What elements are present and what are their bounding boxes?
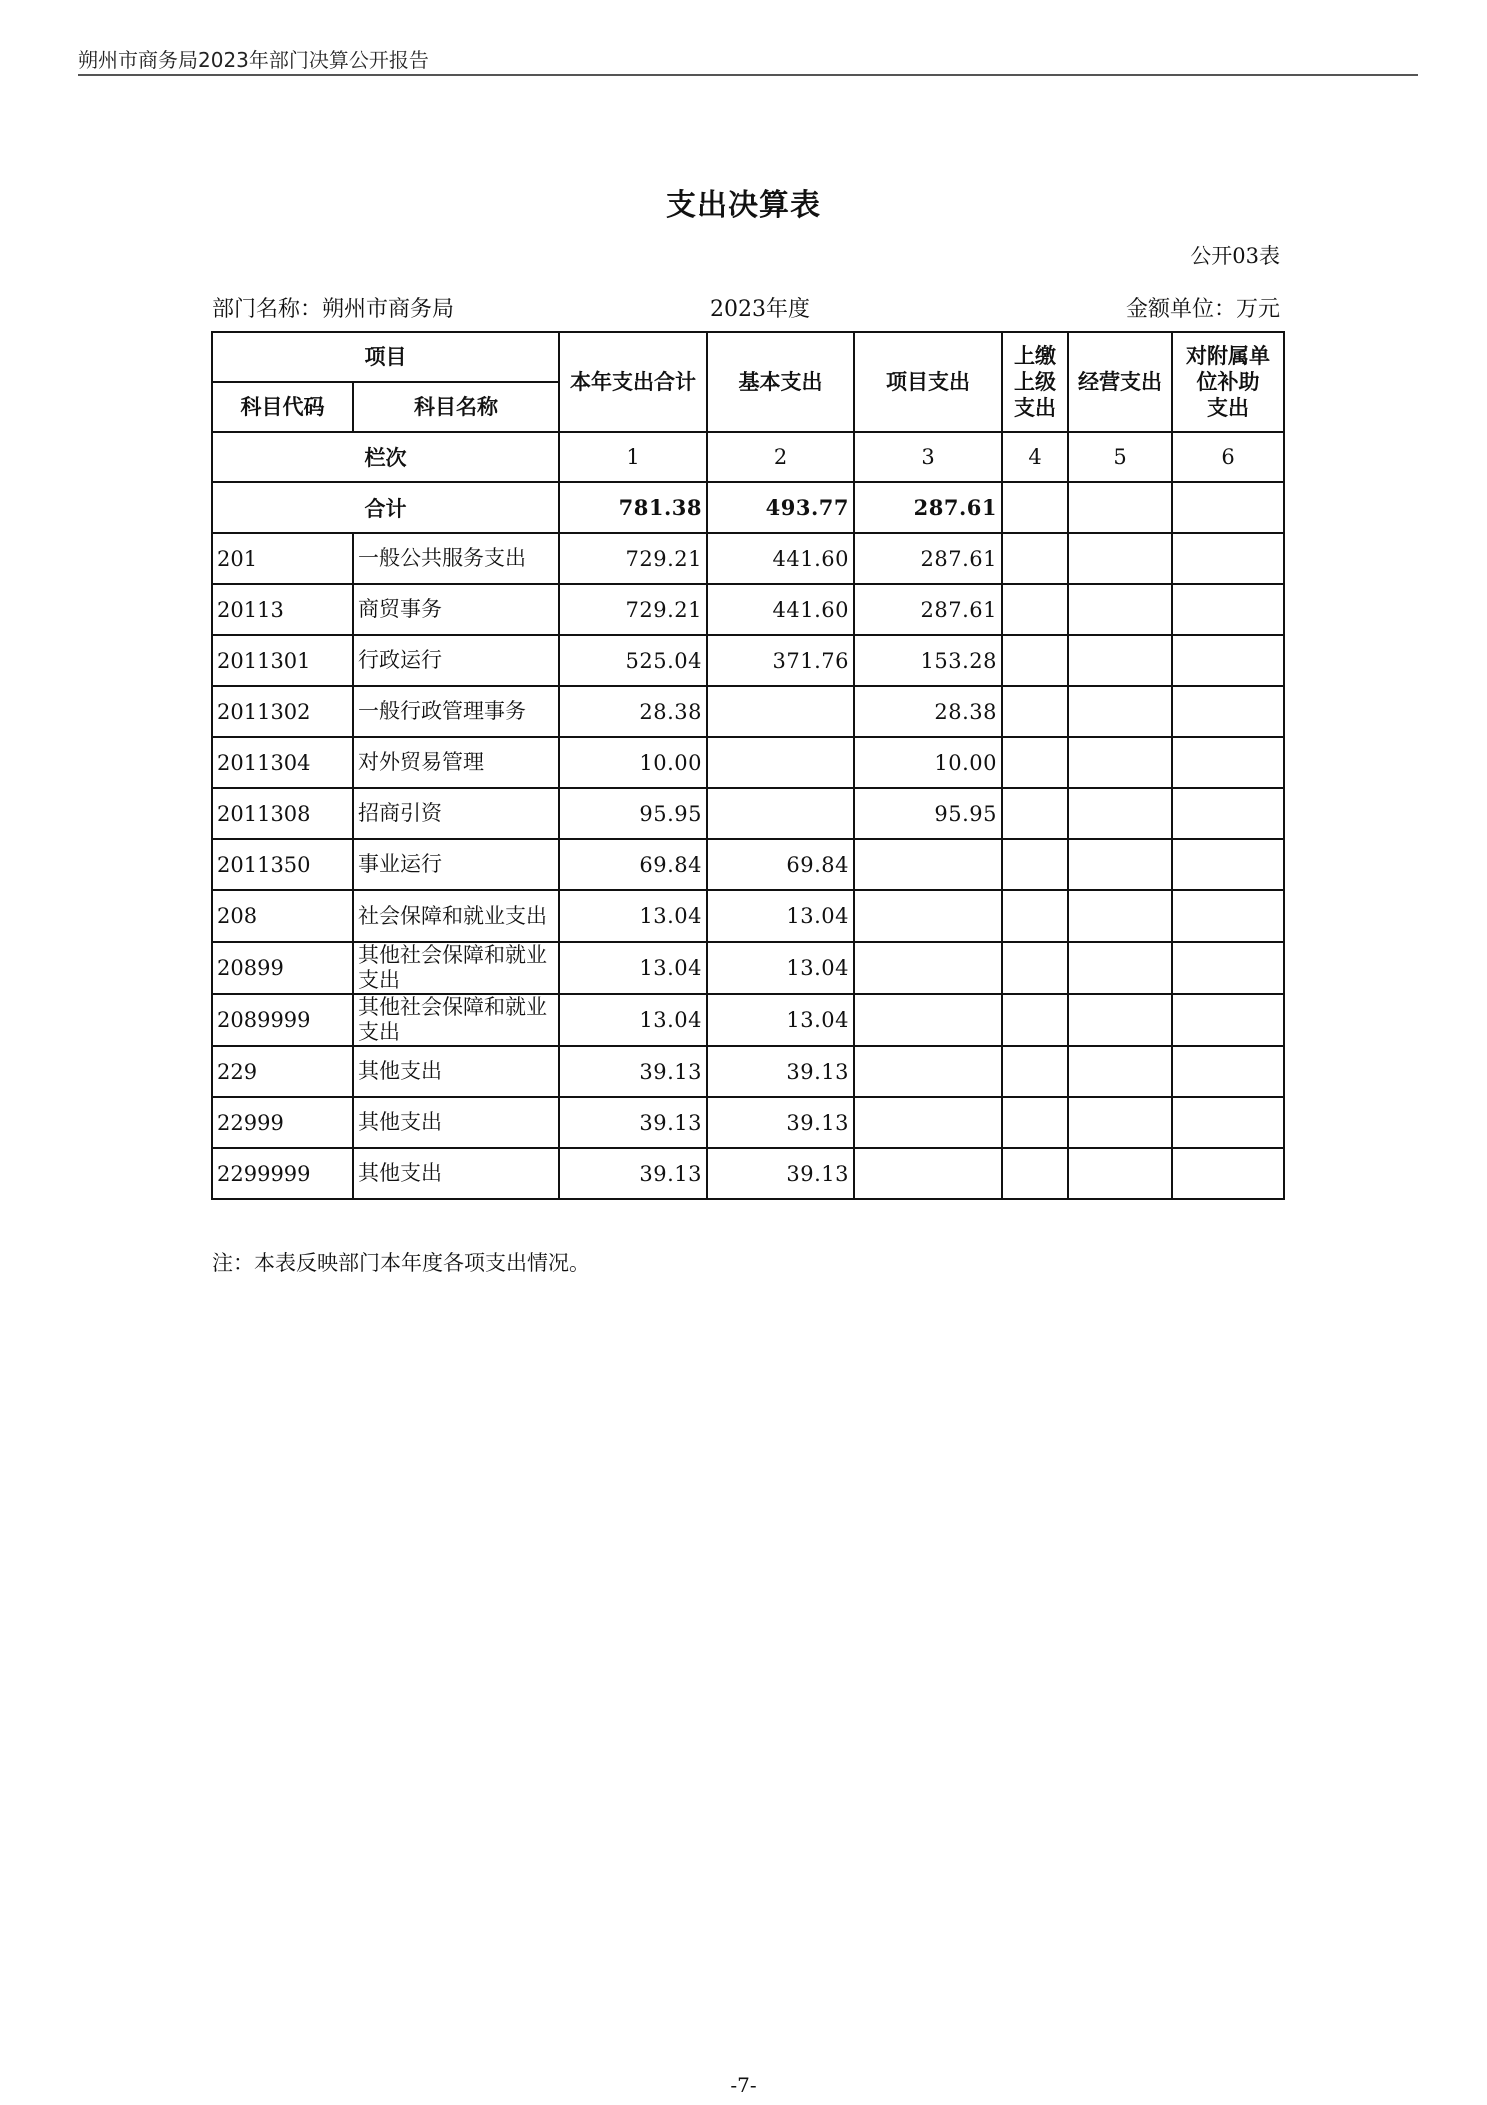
- amount-cell: [1172, 1148, 1284, 1199]
- subject-code-cell: 229: [212, 1046, 353, 1097]
- amount-cell: [1172, 737, 1284, 788]
- amount-cell: [707, 788, 854, 839]
- amount-cell: 39.13: [707, 1046, 854, 1097]
- amount-cell: 95.95: [559, 788, 707, 839]
- amount-cell: 525.04: [559, 635, 707, 686]
- subject-name-cell: 事业运行: [353, 839, 559, 890]
- subject-name-cell: 其他支出: [353, 1097, 559, 1148]
- subject-name-cell: 其他社会保障和就业支出: [353, 942, 559, 994]
- table-row: [212, 994, 1284, 1046]
- amount-cell: [1002, 686, 1068, 737]
- amount-cell: [1068, 994, 1172, 1046]
- header-basic: 基本支出: [707, 332, 854, 432]
- running-header: 朔州市商务局2023年部门决算公开报告: [78, 48, 429, 72]
- amount-cell: 95.95: [854, 788, 1002, 839]
- table-row: [212, 1046, 1284, 1097]
- fiscal-year: 2023年度: [710, 297, 810, 322]
- header-divider: [78, 74, 1418, 76]
- amount-cell: [1068, 1148, 1172, 1199]
- amount-cell: [854, 1046, 1002, 1097]
- subject-name-cell: 其他支出: [353, 1148, 559, 1199]
- amount-cell: [1172, 584, 1284, 635]
- index-cell: 5: [1068, 432, 1172, 482]
- amount-cell: 13.04: [707, 942, 854, 994]
- amount-cell: 10.00: [559, 737, 707, 788]
- amount-cell: 39.13: [559, 1097, 707, 1148]
- subject-code-cell: 201: [212, 533, 353, 584]
- subject-code-cell: 2011302: [212, 686, 353, 737]
- amount-cell: 441.60: [707, 533, 854, 584]
- amount-cell: [1172, 686, 1284, 737]
- amount-unit: 金额单位：万元: [1125, 297, 1280, 322]
- amount-cell: 69.84: [707, 839, 854, 890]
- amount-cell: 39.13: [559, 1148, 707, 1199]
- amount-cell: [1172, 1097, 1284, 1148]
- amount-cell: [1002, 839, 1068, 890]
- amount-cell: 729.21: [559, 533, 707, 584]
- total-cell: [1002, 482, 1068, 533]
- subject-name-cell: 行政运行: [353, 635, 559, 686]
- table-row: [212, 890, 1284, 942]
- index-cell: 1: [559, 432, 707, 482]
- amount-cell: 10.00: [854, 737, 1002, 788]
- amount-cell: 13.04: [559, 890, 707, 942]
- subject-code-cell: 2011304: [212, 737, 353, 788]
- total-cell: 493.77: [707, 482, 854, 533]
- table-row: [212, 1148, 1284, 1199]
- amount-cell: [1172, 1046, 1284, 1097]
- amount-cell: [1068, 737, 1172, 788]
- amount-cell: [1172, 890, 1284, 942]
- amount-cell: [1002, 584, 1068, 635]
- subject-name-cell: 招商引资: [353, 788, 559, 839]
- subject-name-cell: 其他社会保障和就业支出: [353, 994, 559, 1046]
- amount-cell: 153.28: [854, 635, 1002, 686]
- amount-cell: [707, 686, 854, 737]
- amount-cell: [854, 890, 1002, 942]
- amount-cell: [1002, 1097, 1068, 1148]
- amount-cell: [1002, 635, 1068, 686]
- amount-cell: [1068, 1097, 1172, 1148]
- header-total: 本年支出合计: [559, 332, 707, 432]
- amount-cell: [854, 1097, 1002, 1148]
- subject-code-cell: 20899: [212, 942, 353, 994]
- index-cell: 2: [707, 432, 854, 482]
- amount-cell: [1068, 890, 1172, 942]
- amount-cell: [854, 942, 1002, 994]
- amount-cell: 39.13: [559, 1046, 707, 1097]
- amount-cell: 441.60: [707, 584, 854, 635]
- subject-code-cell: 22999: [212, 1097, 353, 1148]
- subject-name-cell: 一般行政管理事务: [353, 686, 559, 737]
- expense-table: [211, 331, 1285, 1200]
- table-row: [212, 942, 1284, 994]
- amount-cell: 287.61: [854, 533, 1002, 584]
- amount-cell: [1068, 788, 1172, 839]
- amount-cell: 69.84: [559, 839, 707, 890]
- total-row: [212, 482, 1284, 533]
- subject-code-cell: 2011308: [212, 788, 353, 839]
- amount-cell: 13.04: [707, 994, 854, 1046]
- header-upper: 上缴 上级 支出: [1002, 332, 1068, 432]
- subject-code-cell: 2011350: [212, 839, 353, 890]
- amount-cell: 28.38: [854, 686, 1002, 737]
- amount-cell: [1172, 994, 1284, 1046]
- amount-cell: [1172, 942, 1284, 994]
- amount-cell: [1068, 635, 1172, 686]
- index-cell: 4: [1002, 432, 1068, 482]
- subject-name-cell: 一般公共服务支出: [353, 533, 559, 584]
- total-cell: 287.61: [854, 482, 1002, 533]
- amount-cell: [1002, 737, 1068, 788]
- total-cell: [1068, 482, 1172, 533]
- amount-cell: [854, 1148, 1002, 1199]
- amount-cell: [1068, 533, 1172, 584]
- index-label: 栏次: [212, 432, 559, 482]
- amount-cell: [1068, 942, 1172, 994]
- table-row: [212, 839, 1284, 890]
- amount-cell: [1068, 839, 1172, 890]
- amount-cell: 287.61: [854, 584, 1002, 635]
- index-row: [212, 432, 1284, 482]
- subject-name-cell: 商贸事务: [353, 584, 559, 635]
- subject-code-cell: 2011301: [212, 635, 353, 686]
- amount-cell: [1172, 635, 1284, 686]
- amount-cell: 39.13: [707, 1148, 854, 1199]
- subject-code-cell: 2299999: [212, 1148, 353, 1199]
- table-note: 注：本表反映部门本年度各项支出情况。: [212, 1251, 590, 1275]
- amount-cell: 729.21: [559, 584, 707, 635]
- total-label: 合计: [212, 482, 559, 533]
- total-cell: [1172, 482, 1284, 533]
- subject-code-cell: 20113: [212, 584, 353, 635]
- amount-cell: [707, 737, 854, 788]
- table-body: [212, 432, 1284, 1199]
- table-row: [212, 788, 1284, 839]
- amount-cell: 28.38: [559, 686, 707, 737]
- amount-cell: [1002, 942, 1068, 994]
- index-cell: 3: [854, 432, 1002, 482]
- header-business: 经营支出: [1068, 332, 1172, 432]
- amount-cell: [1002, 788, 1068, 839]
- table-row: [212, 686, 1284, 737]
- amount-cell: [1172, 533, 1284, 584]
- amount-cell: 371.76: [707, 635, 854, 686]
- amount-cell: [1002, 533, 1068, 584]
- table-meta: [212, 292, 1280, 322]
- amount-cell: 39.13: [707, 1097, 854, 1148]
- header-project: 项目支出: [854, 332, 1002, 432]
- header-code: 科目代码: [212, 382, 353, 432]
- amount-cell: [854, 994, 1002, 1046]
- subject-code-cell: 2089999: [212, 994, 353, 1046]
- table-row: [212, 533, 1284, 584]
- amount-cell: 13.04: [559, 942, 707, 994]
- subject-name-cell: 对外贸易管理: [353, 737, 559, 788]
- total-cell: 781.38: [559, 482, 707, 533]
- subject-name-cell: 社会保障和就业支出: [353, 890, 559, 942]
- subject-code-cell: 208: [212, 890, 353, 942]
- table-row: [212, 584, 1284, 635]
- table-row: [212, 737, 1284, 788]
- department-name: 部门名称：朔州市商务局: [212, 297, 455, 322]
- subject-name-cell: 其他支出: [353, 1046, 559, 1097]
- table-row: [212, 635, 1284, 686]
- header-item: 项目: [212, 332, 559, 382]
- amount-cell: 13.04: [559, 994, 707, 1046]
- table-number: 公开03表: [1190, 244, 1280, 268]
- amount-cell: [1068, 1046, 1172, 1097]
- amount-cell: [1172, 839, 1284, 890]
- index-cell: 6: [1172, 432, 1284, 482]
- amount-cell: [1002, 890, 1068, 942]
- page-number: -7-: [730, 2073, 757, 2097]
- amount-cell: [1002, 994, 1068, 1046]
- amount-cell: [1172, 788, 1284, 839]
- table-row: [212, 1097, 1284, 1148]
- amount-cell: [1068, 584, 1172, 635]
- page-title: 支出决算表: [666, 188, 821, 223]
- amount-cell: [1068, 686, 1172, 737]
- amount-cell: 13.04: [707, 890, 854, 942]
- amount-cell: [1002, 1046, 1068, 1097]
- amount-cell: [1002, 1148, 1068, 1199]
- header-subsidy: 对附属单 位补助 支出: [1172, 332, 1284, 432]
- header-name: 科目名称: [353, 382, 559, 432]
- amount-cell: [854, 839, 1002, 890]
